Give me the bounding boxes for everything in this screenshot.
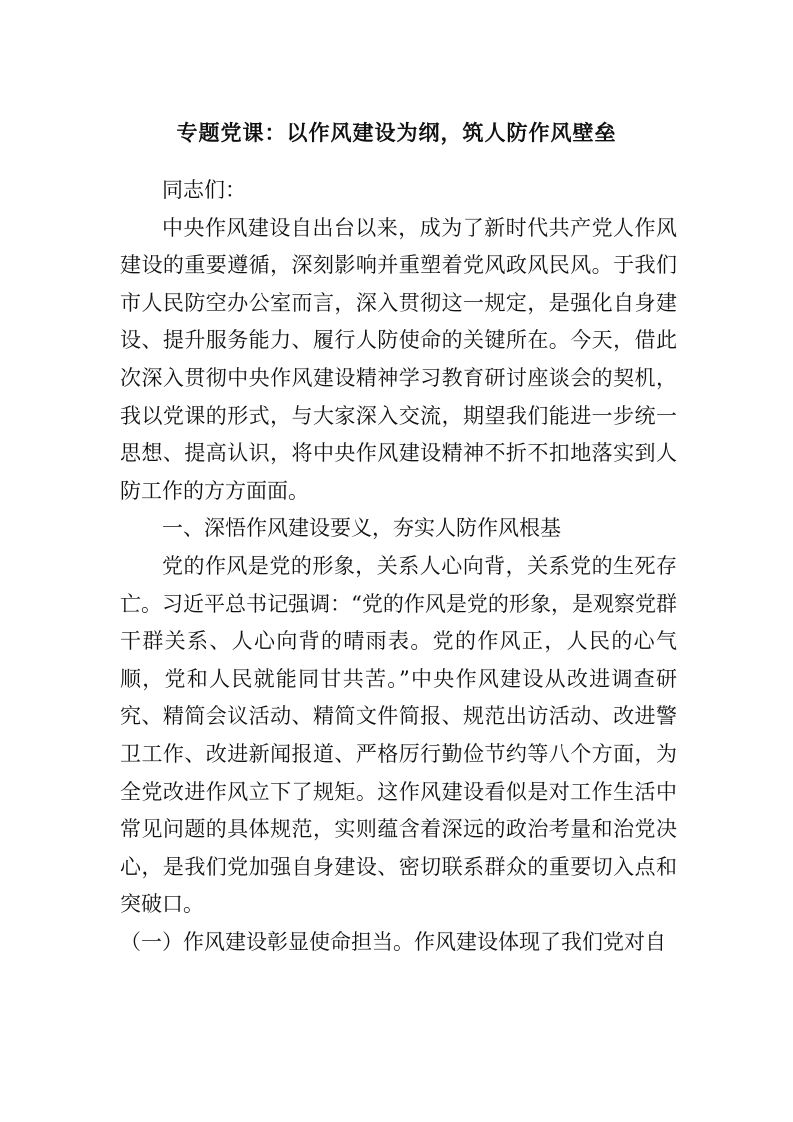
document-title: 专题党课：以作风建设为纲，筑人防作风壁垒 [176, 120, 617, 145]
section-heading: 一、深悟作风建设要义，夯实人防作风根基 [162, 516, 561, 541]
document-body [120, 172, 677, 961]
subsection-paragraph: （一）作风建设彰显使命担当。作风建设体现了我们党对自 [120, 929, 666, 954]
intro-paragraph: 中央作风建设自出台以来，成为了新时代共产党人作风建设的重要遵循，深刻影响并重塑着党风政风民风。于我们市人民防空办公室而言，深入贯彻这一规定，是强化自身建设、提升服务能力、履行人防使命的关键所在。今天，借此次深入贯彻中央作风建设精神学习教育研讨座谈会的契机，我以党课的形式，与大家深入交流，期望我们能进一步统一思想、提高认识，将中央作风建设精神不折不扣地落实到人防工作的方方面面。 [120, 215, 677, 503]
salutation-paragraph: 同志们： [162, 178, 246, 202]
body-paragraph: 党的作风是党的形象，关系人心向背，关系党的生死存亡。习近平总书记强调：“党的作风是党的形象，是观察党群干群关系、人心向背的晴雨表。党的作风正，人民的心气顺，党和人民就能同甘共苦。”中央作风建设从改进调查研究、精简会议活动、精简文件简报、规范出访活动、改进警卫工作、改进新闻报道、严格厉行勤俭节约等八个方面，为全党改进作风立下了规矩。这作风建设看似是对工作生活中常见问题的具体规范，实则蕴含着深远的政治考量和治党决心，是我们党加强自身建设、密切联系群众的重要切入点和突破口。 [120, 553, 677, 917]
